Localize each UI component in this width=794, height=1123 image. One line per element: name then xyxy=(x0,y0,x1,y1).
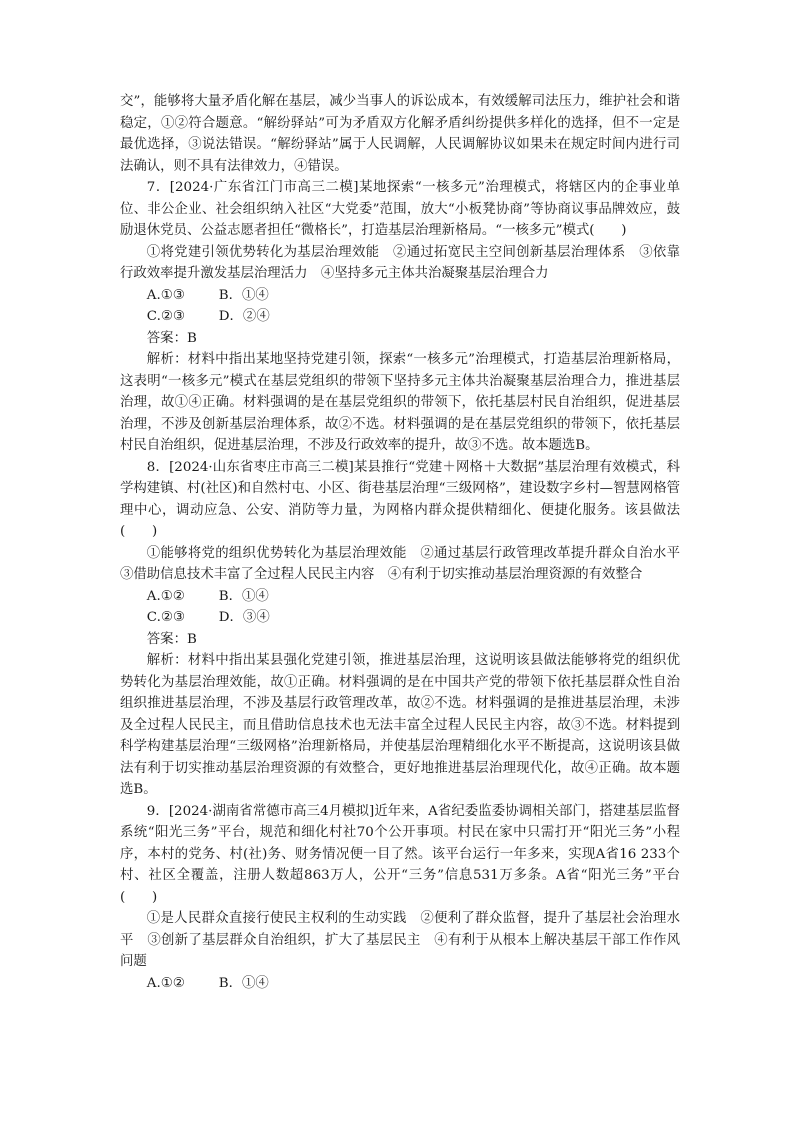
answer-line: 答案：B xyxy=(146,330,197,346)
question-8 xyxy=(120,457,694,801)
option-row xyxy=(120,607,680,629)
question-statements: ①能够将党的组织优势转化为基层治理效能 ②通过基层行政管理改革提升群众自治水平 ③借助信息技术丰富了全过程人民民主内容 ④有利于切实推动基层治理资源的有效整合 xyxy=(120,545,694,582)
option-b: B．①④ xyxy=(218,975,269,991)
option-a: A.①② xyxy=(146,975,185,991)
question-statements: ①将党建引领优势转化为基层治理效能 ②通过拓宽民主空间创新基层治理体系 ③依靠行政效率提升激发基层治理活力 ④坚持多元主体共治凝聚基层治理合力 xyxy=(120,244,680,281)
option-row xyxy=(120,586,680,608)
answer-line: 答案：B xyxy=(146,631,197,647)
analysis-paragraph: 解析：材料中指出某县强化党建引领，推进基层治理，这说明该县做法能够将党的组织优势转化为基层治理效能，故①正确。材料强调的是在中国共产党的带领下依托基层群众性自治组织推进基层治理，不涉及基层行政管理改革，故②不选。材料强调的是推进基层治理，未涉及全过程人民民主，而且借助信息技术也无法丰富全过程人民民主内容，故③不选。材料提到科学构建基层治理“三级网格”治理新格局，并使基层治理精细化水平不断提高，这说明该县做法有利于切实推动基层治理资源的有效整合，更好地推进基层治理现代化，故④正确。故本题选B。 xyxy=(120,653,680,797)
option-d: D．③④ xyxy=(218,610,270,625)
option-b: B．①④ xyxy=(218,588,269,604)
question-7 xyxy=(120,177,680,457)
option-a: A.①③ xyxy=(146,287,185,303)
option-c: C.②③ xyxy=(146,309,185,324)
question-stem: 9．[2024·湖南省常德市高三4月模拟]近年来，A省纪委监委协调相关部门，搭建基层监督系统“阳光三务”平台，规范和细化村社70个公开事项。村民在家中只需打开“阳光三务”小程序，本村的党务、村(社)务、财务情况便一目了然。该平台运行一年多来，实现A省16 233个村、社区全覆盖，注册人数超863万人，公开“三务”信息531万多条。A省“阳光三务”平台( ) xyxy=(120,803,680,905)
continuation-paragraph: 交”，能够将大量矛盾化解在基层，减少当事人的诉讼成本，有效缓解司法压力，维护社会和谐稳定，①②符合题意。“解纷驿站”可为矛盾双方化解矛盾纠纷提供多样化的选择，但不一定是最优选择，③说法错误。“解纷驿站”属于人民调解，人民调解协议如果未在规定时间内进行司法确认，则不具有法律效力，④错误。 xyxy=(120,94,680,174)
option-row xyxy=(120,306,680,328)
analysis-paragraph: 解析：材料中指出某地坚持党建引领，探索“一核多元”治理模式，打造基层治理新格局，这表明“一核多元”模式在基层党组织的带领下坚持多元主体共治凝聚基层治理合力，推进基层治理，故①④正确。材料强调的是在基层党组织的带领下，依托基层村民自治组织，促进基层治理，不涉及创新基层治理体系，故②不选。材料强调的是在基层党组织的带领下，依托基层村民自治组织，促进基层治理，不涉及行政效率的提升，故③不选。故本题选B。 xyxy=(120,352,680,453)
option-d: D．②④ xyxy=(218,309,270,324)
question-9 xyxy=(120,801,680,995)
option-row xyxy=(120,285,680,307)
option-a: A.①② xyxy=(146,588,185,604)
question-stem: 8．[2024·山东省枣庄市高三二模]某县推行“党建＋网格＋大数据”基层治理有效模式，科学构建镇、村(社区)和自然村屯、小区、街巷基层治理“三级网格”，建设数字乡村—智慧网格管理中心，调动应急、公安、消防等力量，为网格内群众提供精细化、便捷化服务。该县做法( ) xyxy=(120,459,680,539)
question-stem: 7．[2024·广东省江门市高三二模]某地探索“一核多元”治理模式，将辖区内的企事业单位、非公企业、社会组织纳入社区“大党委”范围，放大“小板凳协商”等协商议事品牌效应，鼓励退休党员、公益志愿者担任“微格长”，打造基层治理新格局。“一核多元”模式( ) xyxy=(120,180,680,238)
option-b: B．①④ xyxy=(218,287,269,303)
option-row xyxy=(120,973,680,995)
question-statements: ①是人民群众直接行使民主权利的生动实践 ②便利了群众监督，提升了基层社会治理水平 ③创新了基层群众自治组织，扩大了基层民主 ④有利于从根本上解决基层干部工作作风问题 xyxy=(120,911,680,969)
option-c: C.②③ xyxy=(146,610,185,625)
document-body xyxy=(120,91,694,994)
